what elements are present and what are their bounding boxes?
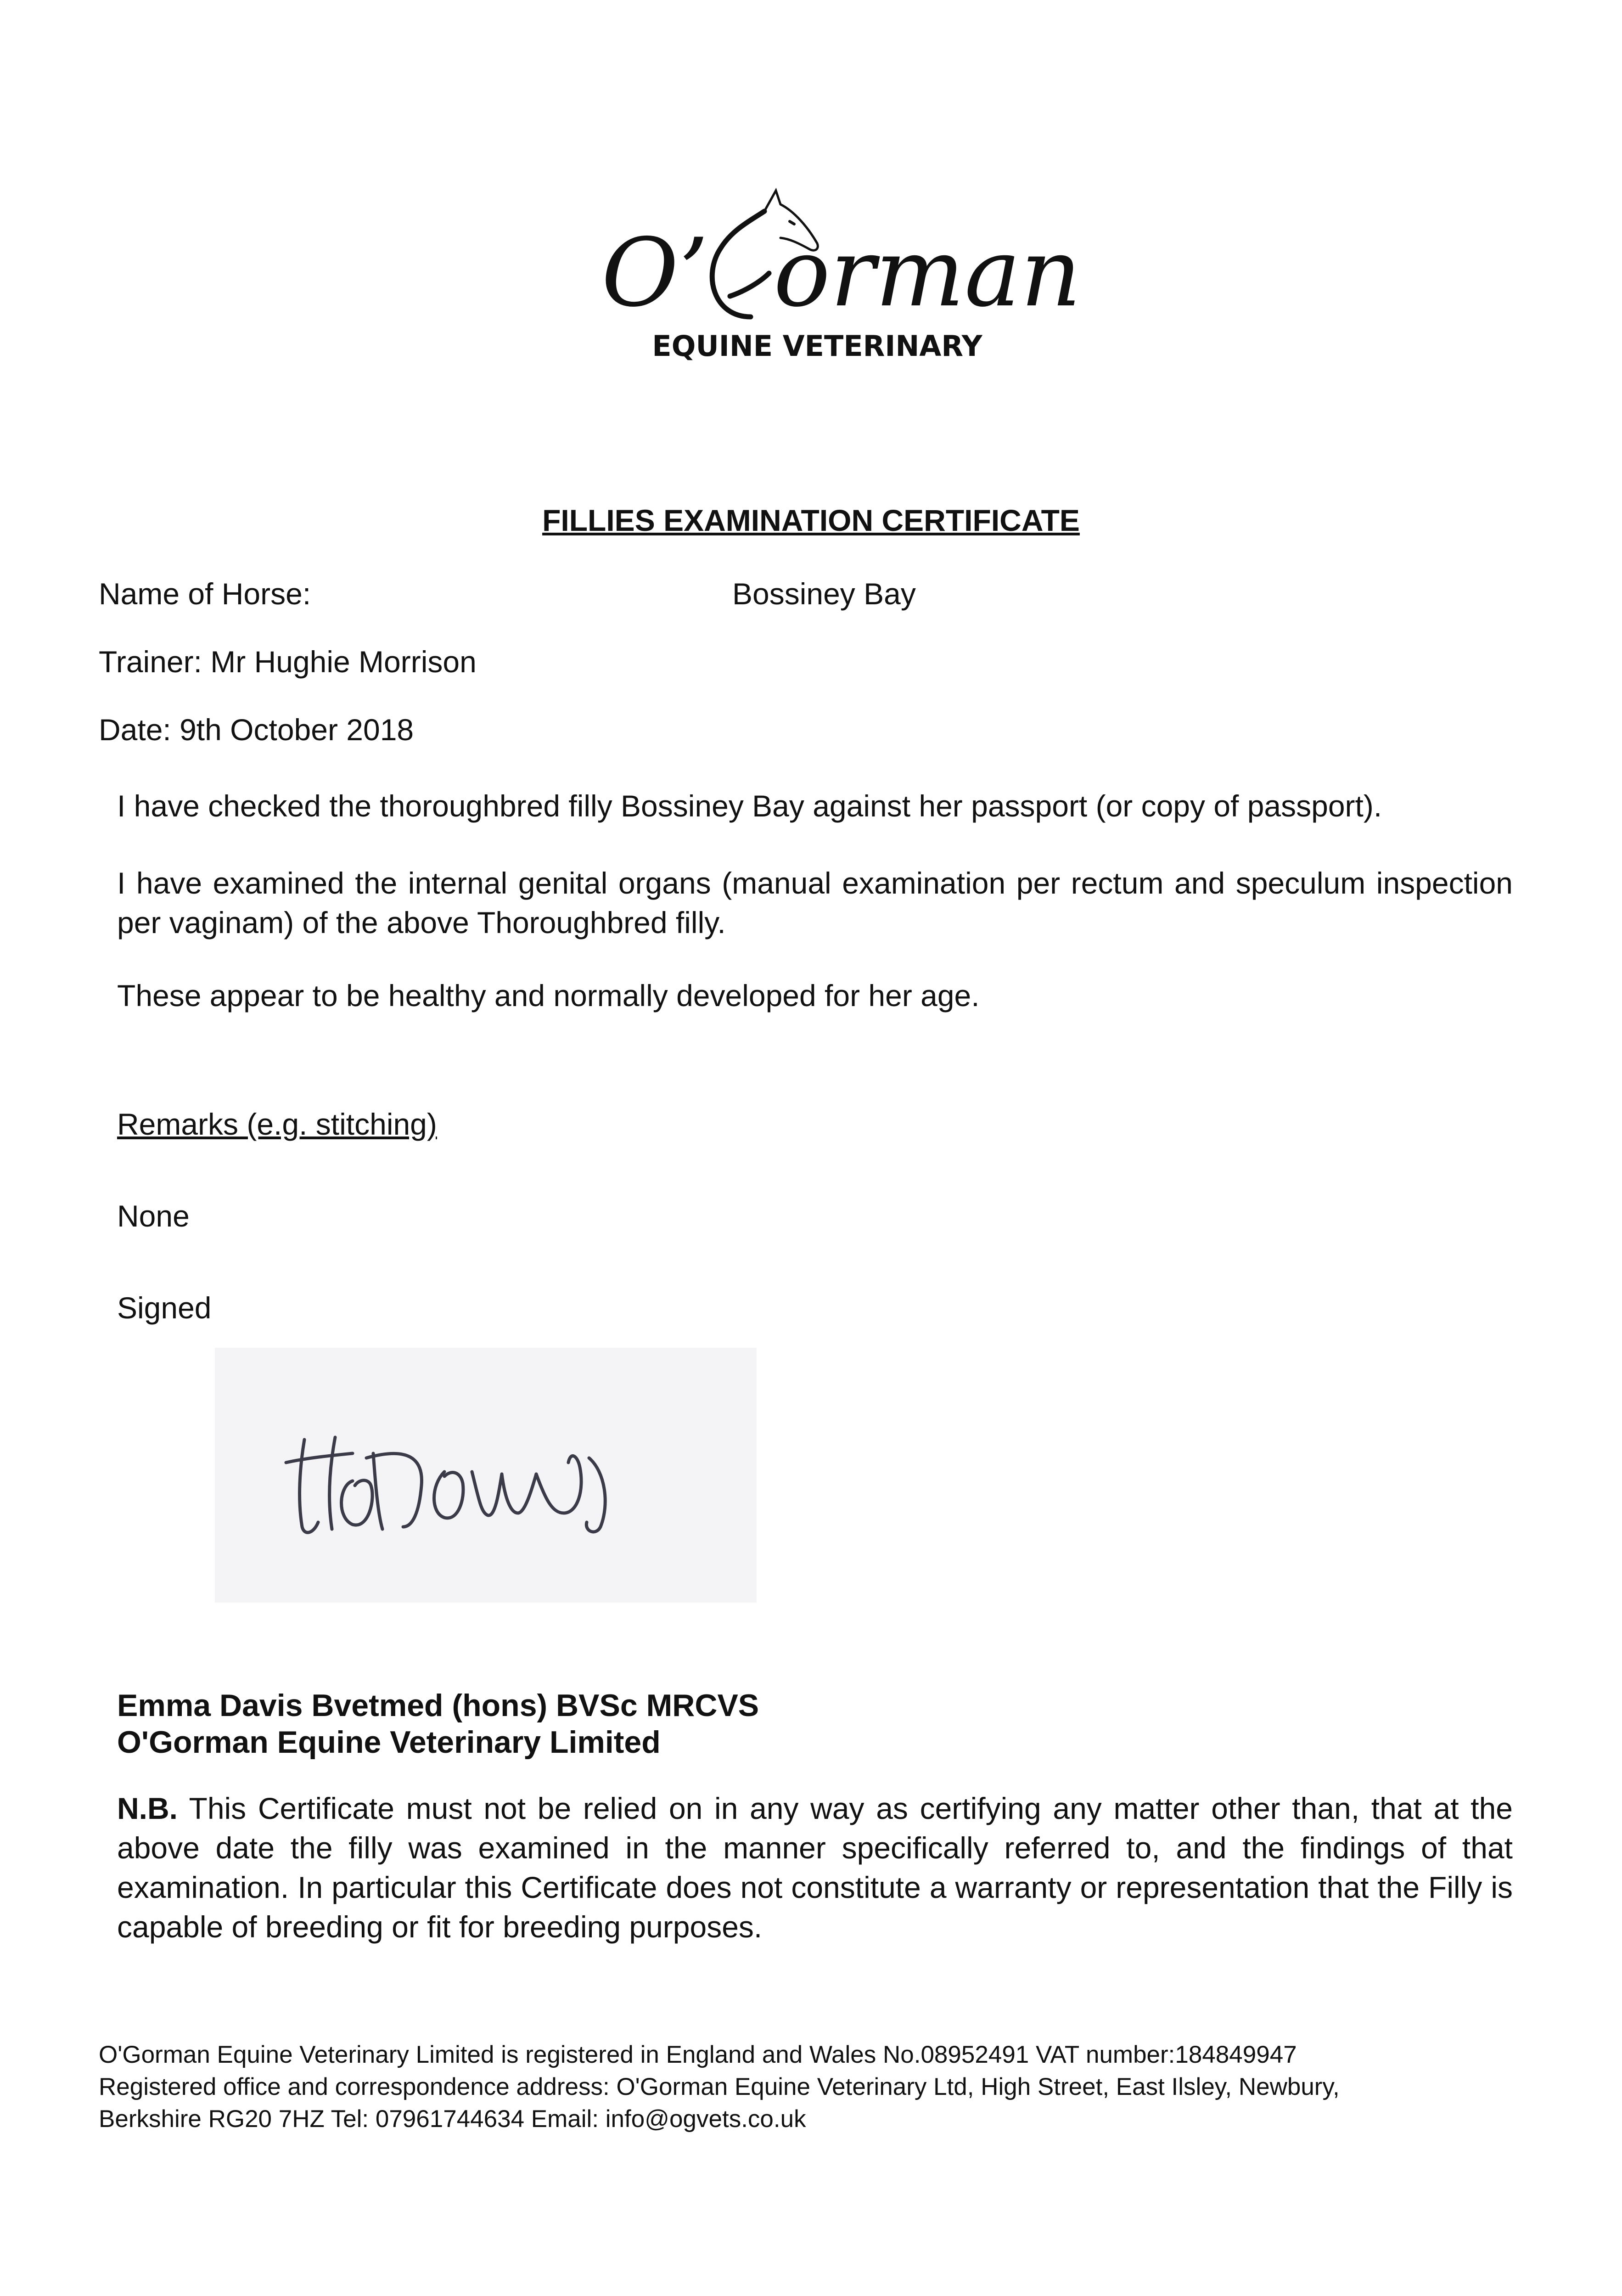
signer-name: Emma Davis Bvetmed (hons) BVSc MRCVS <box>117 1688 759 1723</box>
signed-label: Signed <box>117 1291 212 1325</box>
examination-statement: I have examined the internal genital organs (manual examination per rectum and speculum inspection per vaginam) of the above Thoroughbred filly. <box>117 866 1513 940</box>
horse-name-label: Name of Horse: <box>99 577 311 611</box>
footer-contact: Berkshire RG20 7HZ Tel: 07961744634 Email: info@ogvets.co.uk <box>99 2105 806 2133</box>
finding-statement: These appear to be healthy and normally developed for her age. <box>117 979 980 1013</box>
logo-subtitle: EQUINE VETERINARY <box>652 329 982 363</box>
logo-mark <box>592 179 1082 372</box>
logo-wordmark-orman: orman <box>774 219 1082 328</box>
disclaimer-text: This Certificate must not be relied on in any way as certifying any matter other than, that at the above date the filly was examined in the manner specifically referred to, and the findings of that examination. In particular this Certificate does not constitute a warranty or representation that the Filly is capable of breeding or fit for breeding purposes. <box>117 1791 1513 1944</box>
handwritten-signature <box>215 1348 757 1603</box>
disclaimer-paragraph <box>117 1789 1513 1947</box>
trainer-line: Trainer: Mr Hughie Morrison <box>99 645 477 679</box>
certificate-title: FILLIES EXAMINATION CERTIFICATE <box>542 503 1080 537</box>
horse-name-value: Bossiney Bay <box>732 577 916 611</box>
remarks-value: None <box>117 1199 190 1233</box>
remarks-heading: Remarks (e.g. stitching) <box>117 1107 437 1141</box>
footer-registration: O'Gorman Equine Veterinary Limited is registered in England and Wales No.08952491 VAT number:184849947 <box>99 2041 1297 2068</box>
signature-image <box>215 1348 757 1603</box>
passport-check-statement: I have checked the thoroughbred filly Bossiney Bay against her passport (or copy of passport). <box>117 789 1382 823</box>
signer-company: O'Gorman Equine Veterinary Limited <box>117 1725 661 1760</box>
date-line: Date: 9th October 2018 <box>99 713 414 747</box>
company-logo <box>592 179 1082 372</box>
logo-letter-o: O’ <box>601 219 709 328</box>
disclaimer-label: N.B. <box>117 1791 178 1825</box>
footer-address: Registered office and correspondence address: O'Gorman Equine Veterinary Ltd, High Street, East Ilsley, Newbury, <box>99 2073 1340 2100</box>
